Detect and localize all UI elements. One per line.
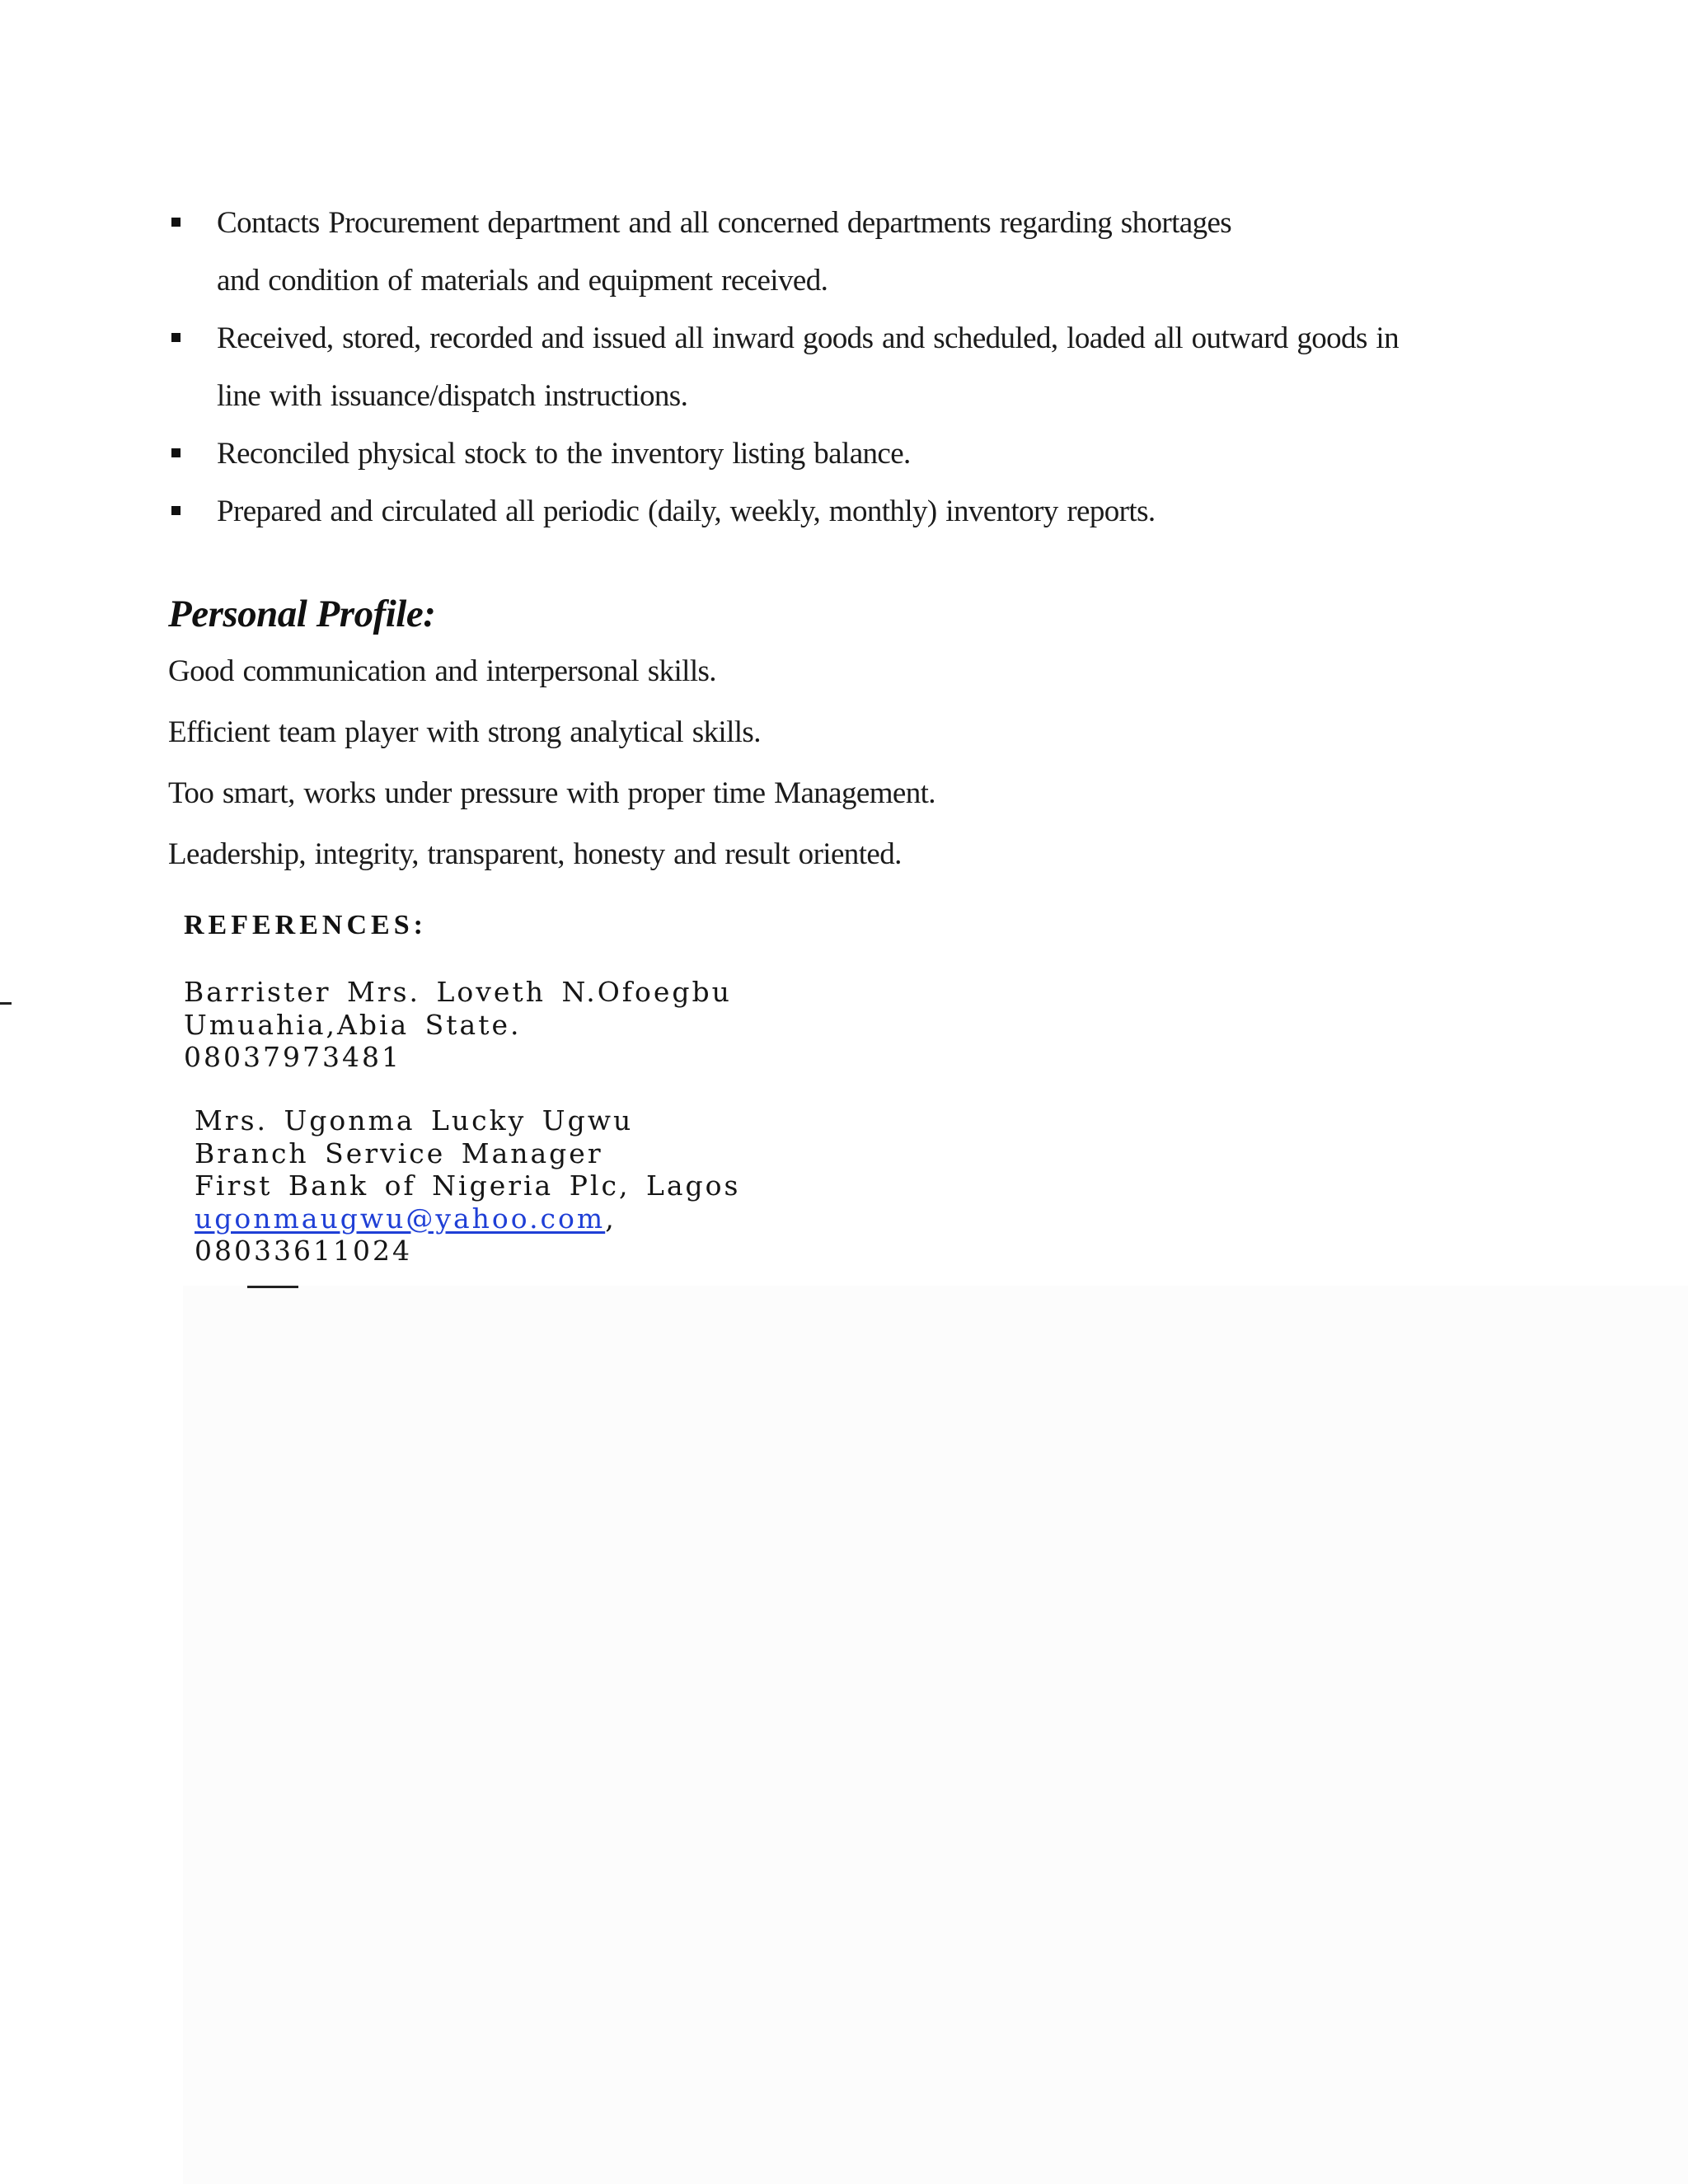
stray-rule-mark bbox=[247, 1286, 298, 1288]
page-tint bbox=[183, 1286, 1688, 2184]
reference-email-link[interactable]: ugonmaugwu@yahoo.com bbox=[195, 1202, 606, 1235]
square-bullet-icon bbox=[171, 218, 181, 227]
reference-1 bbox=[184, 976, 732, 1074]
square-bullet-icon bbox=[171, 333, 181, 342]
square-bullet-icon bbox=[171, 506, 181, 515]
references-heading: REFERENCES: bbox=[184, 910, 427, 940]
duty-text-line: line with issuance/dispatch instructions. bbox=[217, 379, 688, 413]
reference-email-line bbox=[195, 1202, 740, 1235]
profile-line: Too smart, works under pressure with proper time Management. bbox=[168, 776, 935, 810]
reference-name: Mrs. Ugonma Lucky Ugwu bbox=[195, 1104, 634, 1137]
email-suffix: , bbox=[605, 1202, 617, 1235]
duty-text-line: and condition of materials and equipment received. bbox=[217, 264, 828, 298]
personal-profile-list bbox=[168, 641, 1322, 885]
profile-line: Efficient team player with strong analytical skills. bbox=[168, 715, 761, 749]
duty-item bbox=[169, 194, 1537, 310]
reference-2 bbox=[195, 1104, 740, 1268]
duties-list bbox=[169, 194, 1537, 541]
duty-text-line: Contacts Procurement department and all concerned departments regarding shortages bbox=[217, 206, 1232, 240]
profile-line: Leadership, integrity, transparent, honesty and result oriented. bbox=[168, 837, 902, 871]
reference-location: Umuahia,Abia State. bbox=[184, 1008, 522, 1041]
duty-text-line: Received, stored, recorded and issued all inward goods and scheduled, loaded all outward goods in bbox=[217, 321, 1399, 355]
duty-text-line: Reconciled physical stock to the inventory listing balance. bbox=[217, 437, 911, 471]
duty-text-line: Prepared and circulated all periodic (daily, weekly, monthly) inventory reports. bbox=[217, 494, 1156, 528]
stray-dash-mark bbox=[0, 1002, 12, 1005]
reference-phone: 08037973481 bbox=[184, 1041, 401, 1073]
reference-name: Barrister Mrs. Loveth N.Ofoegbu bbox=[184, 976, 732, 1008]
reference-title: Branch Service Manager bbox=[195, 1137, 603, 1169]
duty-item bbox=[169, 310, 1537, 425]
reference-phone: 08033611024 bbox=[195, 1235, 412, 1267]
duty-item bbox=[169, 483, 1537, 541]
profile-line: Good communication and interpersonal skills. bbox=[168, 654, 716, 688]
duty-item bbox=[169, 425, 1537, 483]
reference-company: First Bank of Nigeria Plc, Lagos bbox=[195, 1169, 741, 1202]
personal-profile-heading: Personal Profile: bbox=[168, 593, 436, 635]
square-bullet-icon bbox=[171, 448, 181, 457]
